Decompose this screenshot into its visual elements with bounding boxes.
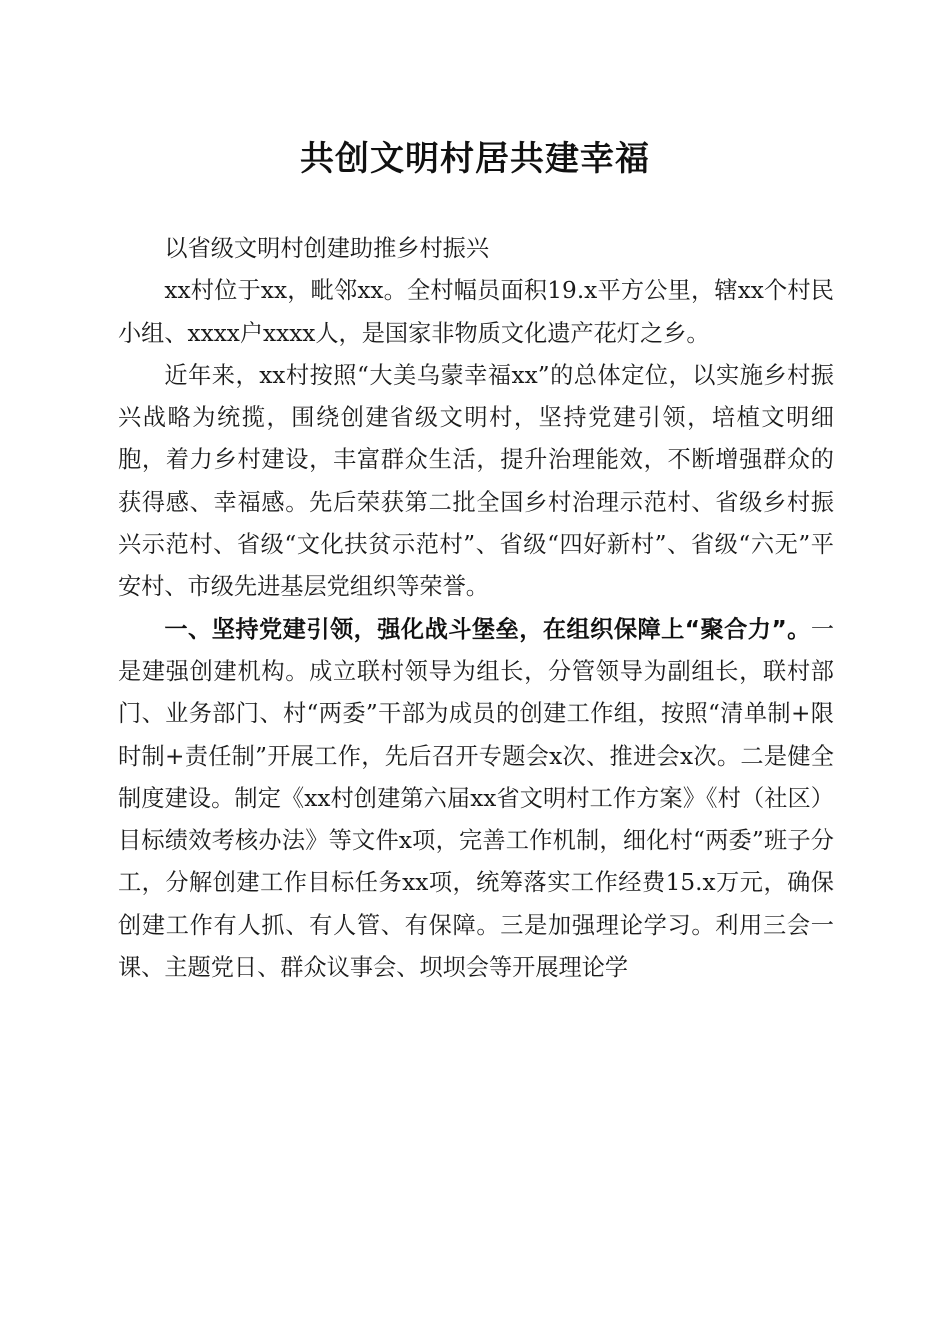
document-body: [118, 228, 834, 989]
section-one-text: 一是建强创建机构。成立联村领导为组长，分管领导为副组长，联村部门、业务部门、村“两委”干部为成员的创建工作组，按照“清单制+限时制+责任制”开展工作，先后召开专题会x次、推进会x次。二是健全制度建设。制定《xx村创建第六届xx省文明村工作方案》《村（社区）目标绩效考核办法》等文件x项，完善工作机制，细化村“两委”班子分工，分解创建工作目标任务xx项，统筹落实工作经费15.x万元，确保创建工作有人抓、有人管、有保障。三是加强理论学习。利用三会一课、主题党日、群众议事会、坝坝会等开展理论学: [118, 615, 834, 982]
paragraph-section-one: [118, 609, 834, 990]
document-title: 共创文明村居共建幸福: [300, 139, 650, 179]
section-one-heading: 一、坚持党建引领，强化战斗堡垒，在组织保障上“聚合力”。: [164, 615, 811, 643]
paragraph-overview: 近年来，xx村按照“大美乌蒙幸福xx”的总体定位，以实施乡村振兴战略为统揽，围绕创建省级文明村，坚持党建引领，培植文明细胞，着力乡村建设，丰富群众生活，提升治理能效，不断增强群众的获得感、幸福感。先后荣获第二批全国乡村治理示范村、省级乡村振兴示范村、省级“文化扶贫示范村”、省级“四好新村”、省级“六无”平安村、市级先进基层党组织等荣誉。: [118, 361, 834, 601]
paragraph-intro: xx村位于xx，毗邻xx。全村幅员面积19.x平方公里，辖xx个村民小组、xxxx户xxxx人，是国家非物质文化遗产花灯之乡。: [118, 277, 834, 347]
document-subtitle: 以省级文明村创建助推乡村振兴: [164, 235, 490, 262]
